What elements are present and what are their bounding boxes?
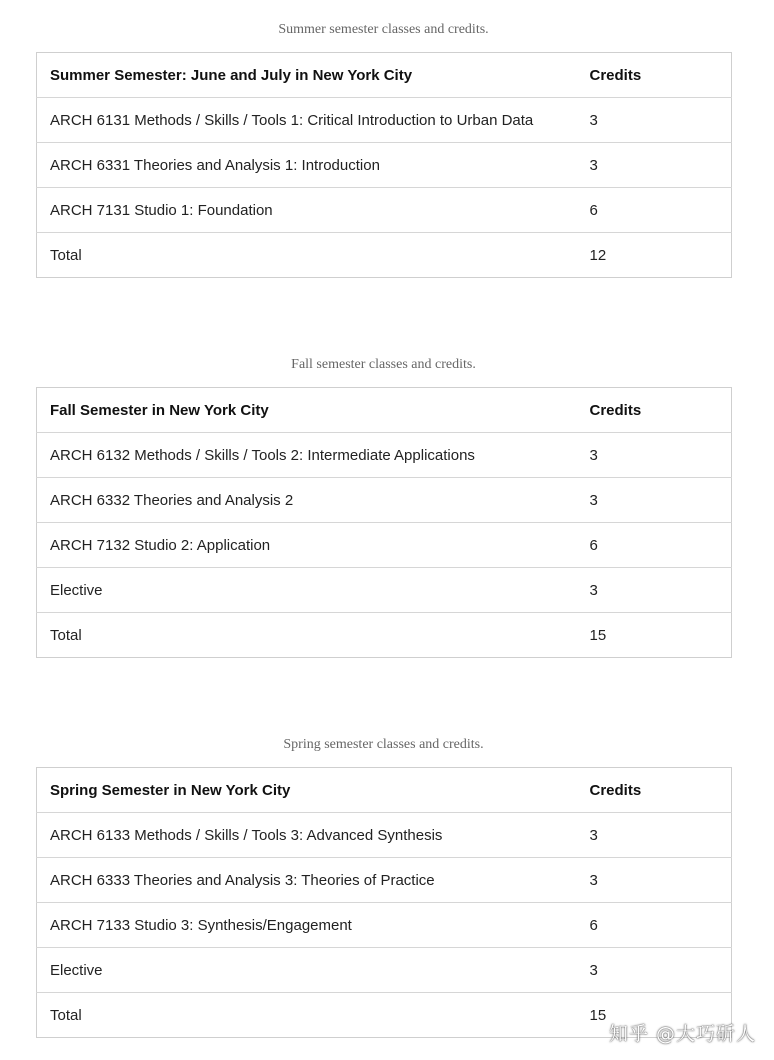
table-row bbox=[37, 568, 732, 613]
table-row bbox=[37, 478, 732, 523]
total-credits: 15 bbox=[577, 993, 732, 1038]
table-row bbox=[37, 858, 732, 903]
credits-cell: 3 bbox=[577, 98, 732, 143]
credits-cell: 6 bbox=[577, 188, 732, 233]
credits-cell: 3 bbox=[577, 813, 732, 858]
credits-cell: 6 bbox=[577, 523, 732, 568]
table-row bbox=[37, 813, 732, 858]
total-label: Total bbox=[37, 613, 577, 658]
summer-caption: Summer semester classes and credits. bbox=[278, 22, 489, 37]
table-header-row bbox=[37, 768, 732, 813]
course-column-header: Fall Semester in New York City bbox=[50, 401, 269, 419]
table-header-row bbox=[37, 388, 732, 433]
total-credits: 12 bbox=[577, 233, 732, 278]
fall-caption: Fall semester classes and credits. bbox=[291, 357, 476, 372]
table-row bbox=[37, 433, 732, 478]
spring-credits-table bbox=[36, 767, 732, 1038]
course-cell: ARCH 7132 Studio 2: Application bbox=[37, 523, 577, 568]
course-cell: ARCH 7133 Studio 3: Synthesis/Engagement bbox=[37, 903, 577, 948]
course-cell: ARCH 6132 Methods / Skills / Tools 2: Intermediate Applications bbox=[37, 433, 577, 478]
course-cell: ARCH 6331 Theories and Analysis 1: Introduction bbox=[37, 143, 577, 188]
table-row bbox=[37, 903, 732, 948]
course-cell: Elective bbox=[37, 948, 577, 993]
course-cell: Elective bbox=[37, 568, 577, 613]
credits-cell: 3 bbox=[577, 433, 732, 478]
total-row bbox=[37, 233, 732, 278]
summer-credits-table bbox=[36, 52, 732, 278]
credits-cell: 3 bbox=[577, 568, 732, 613]
course-cell: ARCH 6333 Theories and Analysis 3: Theories of Practice bbox=[37, 858, 577, 903]
credits-column-header: Credits bbox=[589, 401, 642, 419]
credits-cell: 3 bbox=[577, 478, 732, 523]
course-cell: ARCH 7131 Studio 1: Foundation bbox=[37, 188, 577, 233]
total-credits: 15 bbox=[577, 613, 732, 658]
course-cell: ARCH 6332 Theories and Analysis 2 bbox=[37, 478, 577, 523]
fall-credits-table bbox=[36, 387, 732, 658]
credits-cell: 3 bbox=[577, 143, 732, 188]
total-label: Total bbox=[37, 993, 577, 1038]
table-row bbox=[37, 188, 732, 233]
watermark: 知乎 @大巧斫人 bbox=[608, 1023, 756, 1045]
total-label: Total bbox=[37, 233, 577, 278]
table-row bbox=[37, 948, 732, 993]
spring-caption: Spring semester classes and credits. bbox=[283, 737, 484, 752]
course-column-header: Summer Semester: June and July in New York City bbox=[50, 66, 413, 84]
credits-column-header: Credits bbox=[589, 781, 642, 799]
table-row bbox=[37, 98, 732, 143]
credits-cell: 3 bbox=[577, 858, 732, 903]
course-cell: ARCH 6133 Methods / Skills / Tools 3: Advanced Synthesis bbox=[37, 813, 577, 858]
course-cell: ARCH 6131 Methods / Skills / Tools 1: Critical Introduction to Urban Data bbox=[37, 98, 577, 143]
total-row bbox=[37, 613, 732, 658]
table-header-row bbox=[37, 53, 732, 98]
credits-cell: 6 bbox=[577, 903, 732, 948]
course-column-header: Spring Semester in New York City bbox=[50, 781, 291, 799]
credits-column-header: Credits bbox=[589, 66, 642, 84]
table-row bbox=[37, 143, 732, 188]
table-row bbox=[37, 523, 732, 568]
credits-cell: 3 bbox=[577, 948, 732, 993]
